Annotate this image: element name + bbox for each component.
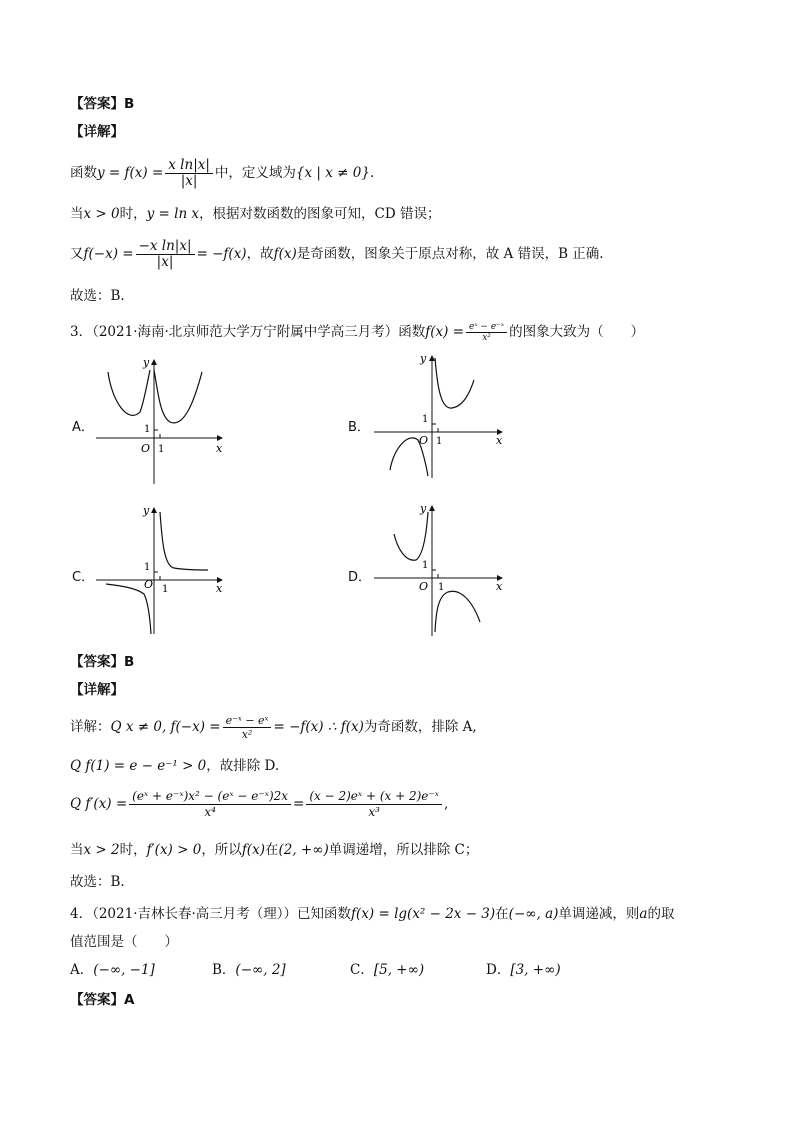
q3-graph-d-x-label: x	[496, 580, 503, 593]
q3-graph-d-x-tick: 1	[438, 582, 445, 593]
q3-graph-b-x-label: x	[496, 434, 503, 447]
q3-choice: 故选：B.	[70, 874, 125, 890]
q4-answer: 【答案】A	[70, 992, 135, 1008]
q3-graph-c-x-label: x	[216, 582, 223, 595]
q4-stem-line-1: 4．（2021·吉林长春·高三月考（理））已知函数f(x) = lg(x² − 2x − 3)在(−∞, a)单调递减，则a的取	[70, 906, 675, 922]
q3-graph-d	[372, 500, 512, 640]
q3-graph-c-y-label: y	[143, 504, 150, 517]
q3-graph-c-origin: O	[144, 578, 154, 591]
q3-graph-c-x-tick: 1	[162, 584, 169, 595]
q3-graph-a-x-tick: 1	[158, 444, 165, 455]
q3-graph-a	[94, 352, 234, 492]
q2-detail-line-1: 函数 y = f(x) = $\frac{\text{x ln|x|}}{|x|}$ 中，定义域为 {x | x ≠ 0} .	[70, 156, 375, 189]
q2-detail-line-2: 当x > 0时，y = ln x，根据对数函数的图象可知，CD 错误；	[70, 206, 441, 222]
q3-graph-b-y-tick: 1	[422, 414, 429, 425]
q4-option-d: D．[3, +∞)	[486, 962, 561, 978]
q3-graph-c	[94, 500, 234, 640]
q3-graph-a-y-label: y	[143, 356, 150, 369]
q3-graph-b-y-label: y	[420, 352, 427, 365]
q3-option-a-label: A．	[72, 420, 94, 435]
q4-stem-line-2: 值范围是（ ）	[70, 934, 178, 950]
q4-option-a: A．(−∞, −1]	[70, 962, 155, 978]
q2-detail-line-3: 又 f(−x) = $\frac{\text{−x ln|x|}}{|x|}$ = −f(x) ，故 f(x) 是奇函数，图象关于原点对称，故 A 错误，B 正确.	[70, 237, 604, 270]
q3-graph-c-y-tick: 1	[144, 562, 151, 573]
q3-graph-b	[372, 352, 512, 482]
q3-answer: 【答案】B	[70, 654, 135, 670]
q3-detail-line-4: 当x > 2时，f′(x) > 0，所以f(x)在(2, +∞)单调递增，所以排除 C；	[70, 842, 479, 858]
q2-answer: 【答案】B	[70, 96, 135, 112]
q3-detail-line-2: Q f(1) = e − e⁻¹ > 0，故排除 D.	[70, 758, 280, 774]
q2-detail-heading: 【详解】	[70, 124, 124, 140]
q3-option-c-label: C．	[72, 570, 95, 585]
q3-detail-heading: 【详解】	[70, 682, 124, 698]
q3-stem: 3．（2021·海南·北京师范大学万宁附属中学高三月考）函数 f(x) = $\frac{\text{eˣ − e⁻ˣ}}{\text{x²}}$ 的图象大致为（ ）	[70, 321, 645, 343]
q3-graph-d-origin: O	[419, 580, 429, 593]
q3-graph-a-origin: O	[141, 442, 151, 455]
q3-graph-b-origin: O	[419, 434, 429, 447]
q3-graph-d-y-tick: 1	[422, 560, 429, 571]
q3-graph-a-x-label: x	[216, 442, 223, 455]
q3-option-d-label: D．	[348, 570, 372, 585]
q4-option-c: C．[5, +∞)	[350, 962, 425, 978]
q4-option-b: B．(−∞, 2]	[212, 962, 286, 978]
q3-graph-a-y-tick: 1	[144, 424, 151, 435]
q2-choice: 故选：B.	[70, 288, 125, 304]
q3-detail-line-1: 详解： Q x ≠ 0, f(−x) = $\frac{\text{e⁻ˣ − eˣ}}{\text{x²}}$ = −f(x) ∴ f(x) 为奇函数，排除 A,	[70, 713, 477, 741]
q3-graph-d-y-label: y	[420, 502, 427, 515]
q3-option-b-label: B．	[348, 420, 370, 435]
q3-detail-line-3: Q f′(x) = $\frac{\text{(eˣ + e⁻ˣ)x² − (eˣ − e⁻ˣ)2x}}{\text{x⁴}}$ = $\frac{\text{(x − 2)eˣ + (x + 2)e⁻ˣ}}{\text{x³}}$ ,	[70, 788, 449, 819]
q3-graph-b-x-tick: 1	[436, 436, 443, 447]
